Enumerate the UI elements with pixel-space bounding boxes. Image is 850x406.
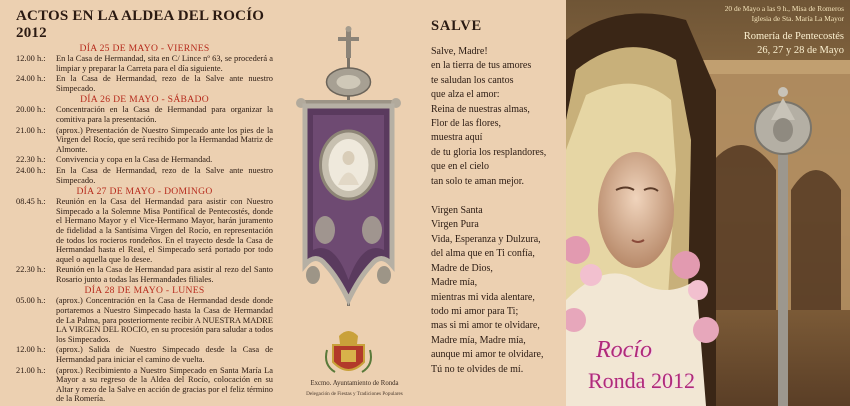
logo-ronda-2012: Ronda 2012 [588,368,695,393]
event-row [16,366,273,404]
event-row [16,54,273,73]
ayuntamiento-name: Excmo. Ayuntamiento de Ronda [310,380,399,387]
salve-verse: Flor de las flores, [431,118,501,130]
salve-verse: Virgen Santa [431,205,483,217]
salve-verse: Tú no te olvides de mí. [431,363,524,375]
schedule-title: ACTOS EN LA ALDEA DEL ROCÍO 2012 [16,8,265,41]
salve-verse: del alma que en Ti confía, [431,248,535,260]
event-row [16,296,273,344]
event-row [16,265,273,284]
event-description: En la Casa de Hermandad, rezo de la Salve ante nuestro Simpecado. [56,165,273,185]
event-row [16,74,273,93]
salve-verse: Salve, Madre! [431,46,488,57]
salve-verse: aunque mi amor te olvidare, [431,349,544,361]
event-description: (aprox.) Presentación de Nuestro Simpecado ante los pies de la Virgen del Rocío, que será recibido por la Hermandad Matriz de Almonte. [56,125,273,154]
cross-icon [338,26,359,58]
event-description: Reunión en la Casa del Hermandad para asistir con Nuestro Simpecado a la Solemne Misa Pontifical de Pentecostés, donde el Hermano Mayor y el Vice-Hermano Mayor, harán juramento de fidelidad a la Santísima Virgen del Rocío, en representación de todos los rocieros rondeños. En el trayecto desde la Casa de Hermandad hasta el Real, el Simpecado será portado por todo aquel o aquella que lo desee. [56,197,273,264]
mass-church: Iglesia de Sta. María La Mayor [751,14,844,23]
event-description: Concentración en la Casa de Hermandad para organizar la comitiva para la presentación. [56,105,273,124]
event-time: 21.00 h.: [16,125,46,135]
event-time: 22.30 h.: [16,155,46,165]
event-time: 20.00 h.: [16,105,46,115]
salve-panel [426,0,566,406]
event-description: (aprox.) Salida de Nuestro Simpecado desde la Casa de Hermandad para iniciar el camino de vuelta. [56,345,273,365]
day-heading: DÍA 28 DE MAYO - LUNES [84,285,205,297]
cover-panel [566,0,850,406]
romeria-dates: 26, 27 y 28 de Mayo [757,45,844,56]
event-description: En la Casa de Hermandad, rezo de la Salve ante nuestro Simpecado. [56,74,273,93]
mass-date: 20 de Mayo a las 9 h., Misa de Romeros [724,4,844,13]
delegacion-name: Delegación de Fiestas y Tradiciones Populares [306,391,403,397]
event-time: 08.45 h.: [16,197,46,207]
salve-verse: Vida, Esperanza y Dulzura, [431,233,541,245]
coat-of-arms-icon [326,331,371,372]
salve-verse: que en el cielo [431,161,490,173]
simpecado-banner-image [283,0,426,406]
event-description: Reunión en la Casa de Hermandad para asistir al rezo del Santo Rosario junto a todas las Hermandades filiales. [56,265,273,284]
salve-verse: Madre de Dios, [431,262,493,274]
event-row [16,166,273,185]
schedule-panel [0,0,283,406]
salve-verse: Reina de nuestras almas, [431,103,530,115]
day-heading: DÍA 25 DE MAYO - VIERNES [79,43,210,54]
salve-verse: en la tierra de tus amores [431,60,532,72]
event-row [16,345,273,364]
event-description: (aprox.) Recibimiento a Nuestro Simpecado en Santa María La Mayor a su regreso de la Aldea del Rocío, colocación en su Altar y rezo de la Salve en acción de gracias por el feliz término de la Romería. [56,365,273,404]
event-row [16,155,273,165]
salve-verse: que alza el amor: [431,89,500,101]
salve-verse: te saludan los cantos [431,74,514,86]
event-time: 05.00 h.: [16,296,46,306]
salve-verse: mas si mi amor te olvidare, [431,320,540,332]
event-description: Convivencia y copa en la Casa de Hermandad. [56,155,213,165]
salve-stanza-2 [431,204,566,377]
salve-stanza-1 [431,45,566,189]
event-time: 24.00 h.: [16,74,46,84]
event-time: 24.00 h.: [16,165,46,175]
event-row [16,105,273,124]
salve-verse: tan solo te aman mejor. [431,175,525,187]
salve-verse: Virgen Pura [431,219,479,231]
salve-title: SALVE [431,18,483,34]
romeria-title: Romería de Pentecostés [743,31,844,42]
day-heading: DÍA 27 DE MAYO - DOMINGO [76,186,213,198]
banner-panel [283,0,426,406]
event-time: 22.30 h.: [16,265,46,275]
salve-verse: mientras mi vida alentare, [431,291,535,303]
event-time: 12.00 h.: [16,54,46,63]
salve-verse: de tu gloria los resplandores, [431,146,547,158]
salve-verse: Madre mía, Madre mía, [431,334,526,346]
event-time: 21.00 h.: [16,365,46,375]
event-description: En la Casa de Hermandad, sita en C/ Lince nº 63, se procederá a limpiar y preparar la Carreta para el día siguiente. [56,54,273,73]
salve-verse: Madre mía, [431,277,478,289]
event-row [16,126,273,155]
schedule-days [16,43,273,404]
salve-verse: todo mi amor para Ti; [431,305,519,317]
event-time: 12.00 h.: [16,345,46,355]
day-heading: DÍA 26 DE MAYO - SÁBADO [80,94,209,106]
salve-verse: muestra aquí [431,132,483,144]
event-row [16,197,273,264]
event-description: (aprox.) Concentración en la Casa de Hermandad desde donde portaremos a Nuestro Simpecado hasta la Casa de Hermandad de La Palma, para posteriormente recibir A NUESTRA MADRE LA VIRGEN DEL ROCIO, en su procesión para saludar a todos los Simpecados. [56,296,273,344]
logo-rocio: Rocío [596,337,652,363]
